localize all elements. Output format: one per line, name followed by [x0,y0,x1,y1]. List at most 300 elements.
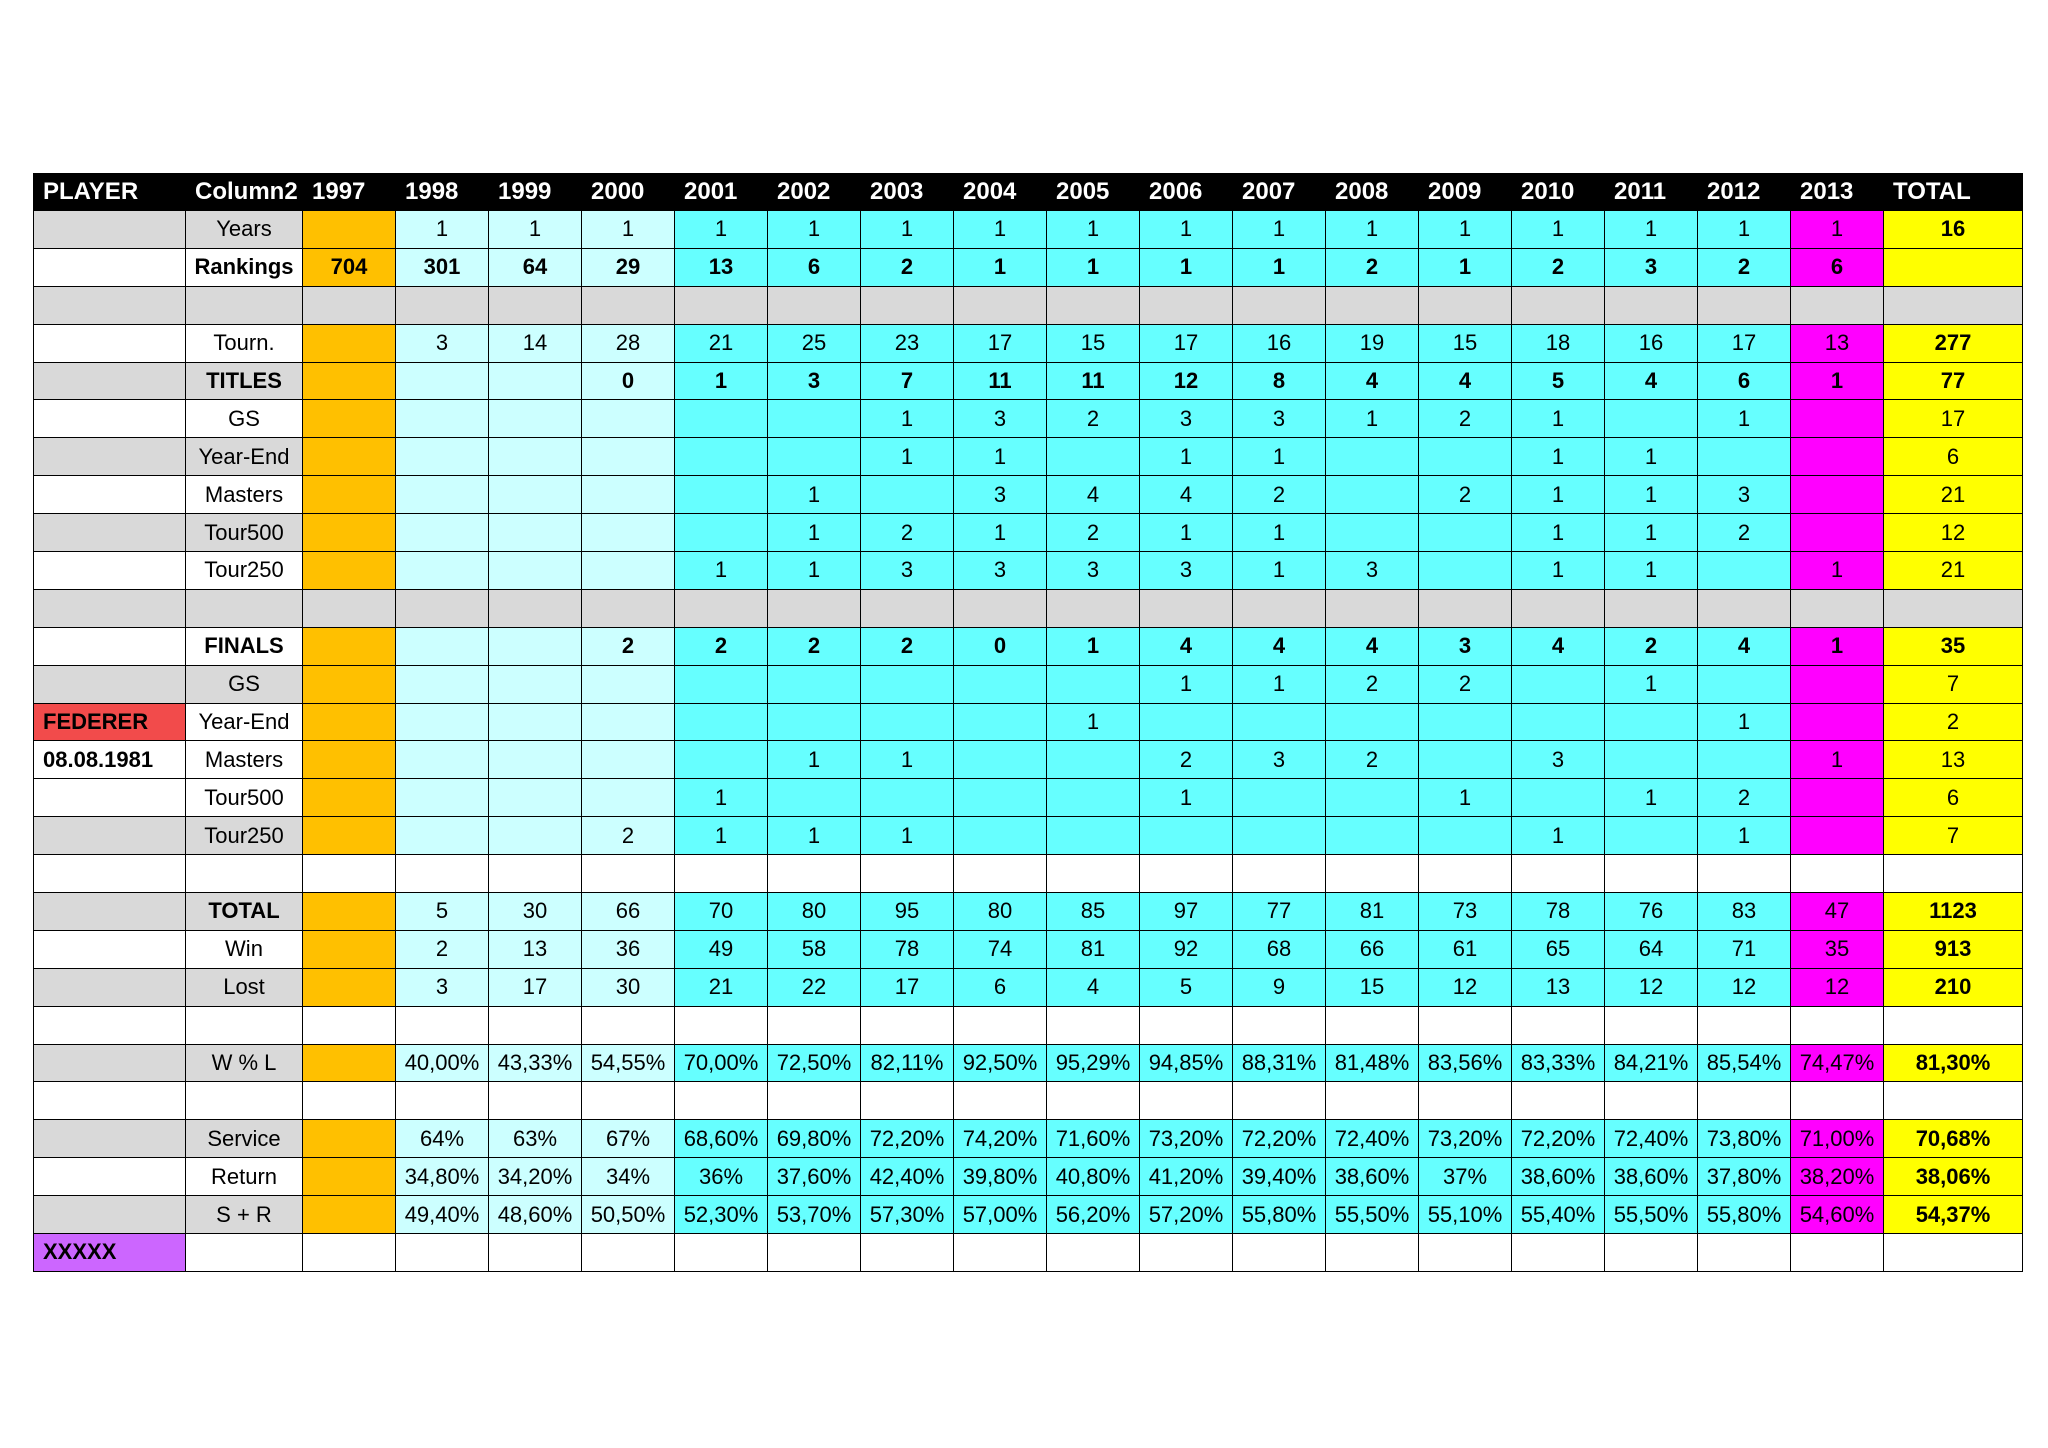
cell-spacer1-2011[interactable] [1605,286,1698,324]
column-header-2011[interactable]: 2011 [1605,174,1698,211]
cell-years-1999[interactable]: 1 [489,211,582,249]
row-label[interactable]: W % L [186,1044,303,1082]
cell-finals_ye-2010[interactable] [1512,703,1605,741]
cell-spacer5-total[interactable] [1884,1082,2023,1120]
cell-titles-2003[interactable]: 7 [861,362,954,400]
player-cell[interactable] [34,324,186,362]
cell-spacer3-2006[interactable] [1140,855,1233,893]
cell-spacer5-2004[interactable] [954,1082,1047,1120]
cell-lost-2013[interactable]: 12 [1791,968,1884,1006]
cell-years-2007[interactable]: 1 [1233,211,1326,249]
cell-win-1997[interactable] [303,930,396,968]
cell-titles_500-2009[interactable] [1419,514,1512,552]
cell-win-2006[interactable]: 92 [1140,930,1233,968]
cell-total-2003[interactable]: 95 [861,893,954,931]
player-tag[interactable]: XXXXX [34,1234,186,1272]
cell-titles_250-2006[interactable]: 3 [1140,552,1233,590]
cell-spacer1-2004[interactable] [954,286,1047,324]
cell-titles_masters-2001[interactable] [675,476,768,514]
row-label[interactable]: Masters [186,741,303,779]
player-cell[interactable] [34,779,186,817]
cell-total-2010[interactable]: 78 [1512,893,1605,931]
cell-tourn-2002[interactable]: 25 [768,324,861,362]
cell-finals_500-2008[interactable] [1326,779,1419,817]
cell-finals_ye-total[interactable]: 2 [1884,703,2023,741]
cell-spacer5-2003[interactable] [861,1082,954,1120]
cell-titles_masters-2004[interactable]: 3 [954,476,1047,514]
cell-total-2000[interactable]: 66 [582,893,675,931]
cell-spacer4-2003[interactable] [861,1006,954,1044]
cell-titles_500-2007[interactable]: 1 [1233,514,1326,552]
cell-wl-2009[interactable]: 83,56% [1419,1044,1512,1082]
cell-titles-2005[interactable]: 11 [1047,362,1140,400]
cell-spacer5-2011[interactable] [1605,1082,1698,1120]
cell-titles-2011[interactable]: 4 [1605,362,1698,400]
cell-service-1998[interactable]: 64% [396,1120,489,1158]
cell-tagrow-total[interactable] [1884,1234,2023,1272]
cell-wl-1998[interactable]: 40,00% [396,1044,489,1082]
cell-tagrow-2012[interactable] [1698,1234,1791,1272]
player-cell[interactable] [34,855,186,893]
cell-finals-1998[interactable] [396,627,489,665]
column-header-2008[interactable]: 2008 [1326,174,1419,211]
cell-service-2008[interactable]: 72,40% [1326,1120,1419,1158]
cell-finals_250-1999[interactable] [489,817,582,855]
cell-spacer4-2011[interactable] [1605,1006,1698,1044]
cell-finals_gs-2002[interactable] [768,665,861,703]
column-header-column2[interactable]: Column2 [186,174,303,211]
cell-titles-2007[interactable]: 8 [1233,362,1326,400]
cell-spacer3-2000[interactable] [582,855,675,893]
cell-return-2013[interactable]: 38,20% [1791,1158,1884,1196]
cell-finals_gs-2007[interactable]: 1 [1233,665,1326,703]
cell-rankings-2005[interactable]: 1 [1047,248,1140,286]
row-label[interactable]: Year-End [186,438,303,476]
cell-total-2008[interactable]: 81 [1326,893,1419,931]
cell-titles_250-2007[interactable]: 1 [1233,552,1326,590]
cell-finals-2003[interactable]: 2 [861,627,954,665]
column-header-2013[interactable]: 2013 [1791,174,1884,211]
cell-titles_500-2011[interactable]: 1 [1605,514,1698,552]
cell-years-2000[interactable]: 1 [582,211,675,249]
cell-finals_gs-1997[interactable] [303,665,396,703]
cell-years-1998[interactable]: 1 [396,211,489,249]
cell-tagrow-2005[interactable] [1047,1234,1140,1272]
cell-rankings-2013[interactable]: 6 [1791,248,1884,286]
cell-spacer1-2005[interactable] [1047,286,1140,324]
cell-win-total[interactable]: 913 [1884,930,2023,968]
cell-titles_ye-2012[interactable] [1698,438,1791,476]
cell-spacer2-2007[interactable] [1233,589,1326,627]
cell-finals_500-2000[interactable] [582,779,675,817]
cell-spacer5-2005[interactable] [1047,1082,1140,1120]
column-header-2004[interactable]: 2004 [954,174,1047,211]
cell-rankings-1998[interactable]: 301 [396,248,489,286]
cell-win-2004[interactable]: 74 [954,930,1047,968]
cell-lost-2010[interactable]: 13 [1512,968,1605,1006]
player-cell[interactable] [34,552,186,590]
column-header-2012[interactable]: 2012 [1698,174,1791,211]
cell-wl-total[interactable]: 81,30% [1884,1044,2023,1082]
cell-finals_masters-2004[interactable] [954,741,1047,779]
cell-titles_masters-2006[interactable]: 4 [1140,476,1233,514]
cell-spacer2-2001[interactable] [675,589,768,627]
cell-finals_gs-2006[interactable]: 1 [1140,665,1233,703]
cell-finals_ye-2002[interactable] [768,703,861,741]
player-cell[interactable] [34,930,186,968]
player-cell[interactable] [34,1120,186,1158]
cell-titles_gs-1998[interactable] [396,400,489,438]
cell-titles_masters-total[interactable]: 21 [1884,476,2023,514]
cell-lost-2009[interactable]: 12 [1419,968,1512,1006]
cell-finals_masters-2009[interactable] [1419,741,1512,779]
cell-spacer4-2009[interactable] [1419,1006,1512,1044]
cell-tourn-1998[interactable]: 3 [396,324,489,362]
cell-finals_gs-1999[interactable] [489,665,582,703]
cell-titles-total[interactable]: 77 [1884,362,2023,400]
cell-titles_masters-2003[interactable] [861,476,954,514]
cell-finals_gs-2012[interactable] [1698,665,1791,703]
cell-tourn-1997[interactable] [303,324,396,362]
cell-titles-2002[interactable]: 3 [768,362,861,400]
cell-finals_250-2011[interactable] [1605,817,1698,855]
column-header-1999[interactable]: 1999 [489,174,582,211]
cell-titles_ye-2005[interactable] [1047,438,1140,476]
cell-win-2007[interactable]: 68 [1233,930,1326,968]
cell-titles_gs-2009[interactable]: 2 [1419,400,1512,438]
row-label[interactable]: Rankings [186,248,303,286]
column-header-2005[interactable]: 2005 [1047,174,1140,211]
cell-service-2010[interactable]: 72,20% [1512,1120,1605,1158]
cell-sr-1997[interactable] [303,1196,396,1234]
player-cell[interactable] [34,438,186,476]
cell-finals_250-2006[interactable] [1140,817,1233,855]
cell-finals_masters-1997[interactable] [303,741,396,779]
cell-finals_ye-1998[interactable] [396,703,489,741]
cell-titles_ye-total[interactable]: 6 [1884,438,2023,476]
cell-total-1997[interactable] [303,893,396,931]
cell-spacer1-2007[interactable] [1233,286,1326,324]
cell-return-2007[interactable]: 39,40% [1233,1158,1326,1196]
cell-spacer1-2008[interactable] [1326,286,1419,324]
row-label[interactable]: FINALS [186,627,303,665]
cell-titles-2000[interactable]: 0 [582,362,675,400]
cell-finals_250-1998[interactable] [396,817,489,855]
cell-spacer2-2004[interactable] [954,589,1047,627]
player-cell[interactable] [34,211,186,249]
cell-finals_500-2012[interactable]: 2 [1698,779,1791,817]
player-cell[interactable] [34,665,186,703]
cell-spacer3-2011[interactable] [1605,855,1698,893]
cell-titles_250-2001[interactable]: 1 [675,552,768,590]
cell-rankings-1999[interactable]: 64 [489,248,582,286]
cell-win-2001[interactable]: 49 [675,930,768,968]
player-cell[interactable] [34,514,186,552]
cell-finals_250-total[interactable]: 7 [1884,817,2023,855]
cell-titles-2004[interactable]: 11 [954,362,1047,400]
cell-service-2011[interactable]: 72,40% [1605,1120,1698,1158]
row-label[interactable]: Return [186,1158,303,1196]
cell-tourn-2013[interactable]: 13 [1791,324,1884,362]
cell-years-2001[interactable]: 1 [675,211,768,249]
column-header-2001[interactable]: 2001 [675,174,768,211]
cell-win-2005[interactable]: 81 [1047,930,1140,968]
row-label[interactable] [186,589,303,627]
cell-titles_gs-1997[interactable] [303,400,396,438]
cell-wl-2013[interactable]: 74,47% [1791,1044,1884,1082]
cell-titles_masters-2011[interactable]: 1 [1605,476,1698,514]
row-label[interactable] [186,1234,303,1272]
cell-tagrow-2004[interactable] [954,1234,1047,1272]
cell-service-2000[interactable]: 67% [582,1120,675,1158]
cell-total-2007[interactable]: 77 [1233,893,1326,931]
player-cell[interactable] [34,1082,186,1120]
cell-titles_gs-2005[interactable]: 2 [1047,400,1140,438]
cell-wl-1999[interactable]: 43,33% [489,1044,582,1082]
cell-spacer4-2002[interactable] [768,1006,861,1044]
player-cell[interactable] [34,248,186,286]
cell-titles_ye-2009[interactable] [1419,438,1512,476]
cell-rankings-total[interactable] [1884,248,2023,286]
cell-total-2006[interactable]: 97 [1140,893,1233,931]
cell-finals_gs-1998[interactable] [396,665,489,703]
cell-finals-2006[interactable]: 4 [1140,627,1233,665]
row-label[interactable] [186,286,303,324]
cell-years-total[interactable]: 16 [1884,211,2023,249]
cell-finals_gs-2004[interactable] [954,665,1047,703]
row-label[interactable] [186,855,303,893]
cell-service-2007[interactable]: 72,20% [1233,1120,1326,1158]
cell-spacer2-1997[interactable] [303,589,396,627]
cell-lost-2002[interactable]: 22 [768,968,861,1006]
cell-total-total[interactable]: 1123 [1884,893,2023,931]
cell-tagrow-2000[interactable] [582,1234,675,1272]
cell-finals_ye-2006[interactable] [1140,703,1233,741]
cell-finals_ye-2013[interactable] [1791,703,1884,741]
cell-titles_250-1999[interactable] [489,552,582,590]
cell-spacer2-2011[interactable] [1605,589,1698,627]
cell-finals_250-2005[interactable] [1047,817,1140,855]
cell-spacer5-2000[interactable] [582,1082,675,1120]
cell-titles_250-total[interactable]: 21 [1884,552,2023,590]
cell-return-total[interactable]: 38,06% [1884,1158,2023,1196]
cell-service-2003[interactable]: 72,20% [861,1120,954,1158]
cell-service-2001[interactable]: 68,60% [675,1120,768,1158]
column-header-2006[interactable]: 2006 [1140,174,1233,211]
cell-spacer1-2009[interactable] [1419,286,1512,324]
cell-tourn-2008[interactable]: 19 [1326,324,1419,362]
cell-rankings-2012[interactable]: 2 [1698,248,1791,286]
cell-service-1997[interactable] [303,1120,396,1158]
cell-rankings-2010[interactable]: 2 [1512,248,1605,286]
player-cell[interactable] [34,400,186,438]
cell-spacer2-2010[interactable] [1512,589,1605,627]
cell-spacer4-2007[interactable] [1233,1006,1326,1044]
cell-finals_masters-2000[interactable] [582,741,675,779]
cell-titles_500-2008[interactable] [1326,514,1419,552]
cell-spacer5-2006[interactable] [1140,1082,1233,1120]
cell-service-2002[interactable]: 69,80% [768,1120,861,1158]
cell-spacer3-2009[interactable] [1419,855,1512,893]
cell-sr-2007[interactable]: 55,80% [1233,1196,1326,1234]
cell-sr-2001[interactable]: 52,30% [675,1196,768,1234]
cell-total-2004[interactable]: 80 [954,893,1047,931]
cell-lost-2001[interactable]: 21 [675,968,768,1006]
cell-finals-1999[interactable] [489,627,582,665]
cell-tourn-2006[interactable]: 17 [1140,324,1233,362]
cell-titles_masters-2010[interactable]: 1 [1512,476,1605,514]
cell-spacer5-2013[interactable] [1791,1082,1884,1120]
row-label[interactable]: GS [186,665,303,703]
cell-wl-2000[interactable]: 54,55% [582,1044,675,1082]
cell-lost-2004[interactable]: 6 [954,968,1047,1006]
cell-titles-2013[interactable]: 1 [1791,362,1884,400]
cell-titles_gs-2006[interactable]: 3 [1140,400,1233,438]
column-header-total[interactable]: TOTAL [1884,174,2023,211]
cell-win-2010[interactable]: 65 [1512,930,1605,968]
cell-titles_masters-1999[interactable] [489,476,582,514]
cell-tagrow-2002[interactable] [768,1234,861,1272]
cell-finals_ye-2001[interactable] [675,703,768,741]
cell-years-2013[interactable]: 1 [1791,211,1884,249]
cell-spacer3-2005[interactable] [1047,855,1140,893]
player-cell[interactable] [34,589,186,627]
cell-total-2011[interactable]: 76 [1605,893,1698,931]
cell-rankings-2001[interactable]: 13 [675,248,768,286]
cell-tourn-total[interactable]: 277 [1884,324,2023,362]
player-cell[interactable] [34,286,186,324]
cell-finals_500-2004[interactable] [954,779,1047,817]
cell-titles_masters-1997[interactable] [303,476,396,514]
cell-titles_gs-2013[interactable] [1791,400,1884,438]
cell-return-2005[interactable]: 40,80% [1047,1158,1140,1196]
cell-tourn-2010[interactable]: 18 [1512,324,1605,362]
cell-rankings-2007[interactable]: 1 [1233,248,1326,286]
cell-years-1997[interactable] [303,211,396,249]
cell-titles_500-2003[interactable]: 2 [861,514,954,552]
cell-spacer3-2004[interactable] [954,855,1047,893]
cell-win-1999[interactable]: 13 [489,930,582,968]
cell-titles-1997[interactable] [303,362,396,400]
cell-win-2012[interactable]: 71 [1698,930,1791,968]
cell-wl-2012[interactable]: 85,54% [1698,1044,1791,1082]
cell-finals_500-2013[interactable] [1791,779,1884,817]
cell-finals-2009[interactable]: 3 [1419,627,1512,665]
cell-titles_ye-2010[interactable]: 1 [1512,438,1605,476]
cell-finals_ye-2008[interactable] [1326,703,1419,741]
cell-titles_gs-1999[interactable] [489,400,582,438]
cell-return-1998[interactable]: 34,80% [396,1158,489,1196]
cell-finals_250-2001[interactable]: 1 [675,817,768,855]
cell-wl-2006[interactable]: 94,85% [1140,1044,1233,1082]
cell-rankings-2006[interactable]: 1 [1140,248,1233,286]
cell-titles_masters-2008[interactable] [1326,476,1419,514]
cell-tagrow-2007[interactable] [1233,1234,1326,1272]
column-header-1998[interactable]: 1998 [396,174,489,211]
cell-titles_250-2000[interactable] [582,552,675,590]
cell-lost-total[interactable]: 210 [1884,968,2023,1006]
cell-finals_gs-2011[interactable]: 1 [1605,665,1698,703]
cell-spacer4-2012[interactable] [1698,1006,1791,1044]
cell-spacer1-2000[interactable] [582,286,675,324]
cell-tourn-2001[interactable]: 21 [675,324,768,362]
cell-spacer4-total[interactable] [1884,1006,2023,1044]
cell-titles_500-2012[interactable]: 2 [1698,514,1791,552]
cell-finals_ye-2003[interactable] [861,703,954,741]
cell-finals-2005[interactable]: 1 [1047,627,1140,665]
cell-tourn-2005[interactable]: 15 [1047,324,1140,362]
cell-tagrow-1997[interactable] [303,1234,396,1272]
cell-spacer5-1998[interactable] [396,1082,489,1120]
cell-return-2012[interactable]: 37,80% [1698,1158,1791,1196]
cell-years-2004[interactable]: 1 [954,211,1047,249]
player-cell[interactable] [34,362,186,400]
cell-finals_masters-2002[interactable]: 1 [768,741,861,779]
cell-years-2012[interactable]: 1 [1698,211,1791,249]
cell-spacer1-2010[interactable] [1512,286,1605,324]
cell-service-2006[interactable]: 73,20% [1140,1120,1233,1158]
cell-years-2005[interactable]: 1 [1047,211,1140,249]
cell-finals-2001[interactable]: 2 [675,627,768,665]
cell-finals-2011[interactable]: 2 [1605,627,1698,665]
cell-spacer5-2008[interactable] [1326,1082,1419,1120]
cell-rankings-2002[interactable]: 6 [768,248,861,286]
cell-finals_masters-2010[interactable]: 3 [1512,741,1605,779]
cell-titles_masters-2000[interactable] [582,476,675,514]
cell-titles_ye-1998[interactable] [396,438,489,476]
cell-return-2009[interactable]: 37% [1419,1158,1512,1196]
cell-titles_masters-2002[interactable]: 1 [768,476,861,514]
cell-finals_masters-2013[interactable]: 1 [1791,741,1884,779]
cell-titles_ye-1997[interactable] [303,438,396,476]
cell-return-2010[interactable]: 38,60% [1512,1158,1605,1196]
cell-spacer3-1998[interactable] [396,855,489,893]
player-cell[interactable] [34,1158,186,1196]
cell-finals_500-total[interactable]: 6 [1884,779,2023,817]
cell-rankings-2004[interactable]: 1 [954,248,1047,286]
cell-sr-2004[interactable]: 57,00% [954,1196,1047,1234]
cell-years-2009[interactable]: 1 [1419,211,1512,249]
cell-titles_ye-2004[interactable]: 1 [954,438,1047,476]
cell-titles_masters-2005[interactable]: 4 [1047,476,1140,514]
column-header-2007[interactable]: 2007 [1233,174,1326,211]
cell-titles-2009[interactable]: 4 [1419,362,1512,400]
cell-finals-total[interactable]: 35 [1884,627,2023,665]
cell-win-2013[interactable]: 35 [1791,930,1884,968]
cell-lost-2003[interactable]: 17 [861,968,954,1006]
cell-titles_ye-2011[interactable]: 1 [1605,438,1698,476]
cell-finals_250-1997[interactable] [303,817,396,855]
cell-finals_500-2007[interactable] [1233,779,1326,817]
cell-titles_250-2008[interactable]: 3 [1326,552,1419,590]
cell-spacer4-2001[interactable] [675,1006,768,1044]
cell-return-2002[interactable]: 37,60% [768,1158,861,1196]
cell-spacer1-2003[interactable] [861,286,954,324]
cell-sr-2005[interactable]: 56,20% [1047,1196,1140,1234]
cell-tagrow-2008[interactable] [1326,1234,1419,1272]
cell-years-2003[interactable]: 1 [861,211,954,249]
cell-tourn-2004[interactable]: 17 [954,324,1047,362]
cell-titles_250-2003[interactable]: 3 [861,552,954,590]
cell-finals_masters-total[interactable]: 13 [1884,741,2023,779]
cell-titles_gs-total[interactable]: 17 [1884,400,2023,438]
cell-titles_500-1999[interactable] [489,514,582,552]
cell-finals_masters-1998[interactable] [396,741,489,779]
cell-spacer3-1997[interactable] [303,855,396,893]
cell-finals_500-2011[interactable]: 1 [1605,779,1698,817]
column-header-2002[interactable]: 2002 [768,174,861,211]
cell-sr-1999[interactable]: 48,60% [489,1196,582,1234]
